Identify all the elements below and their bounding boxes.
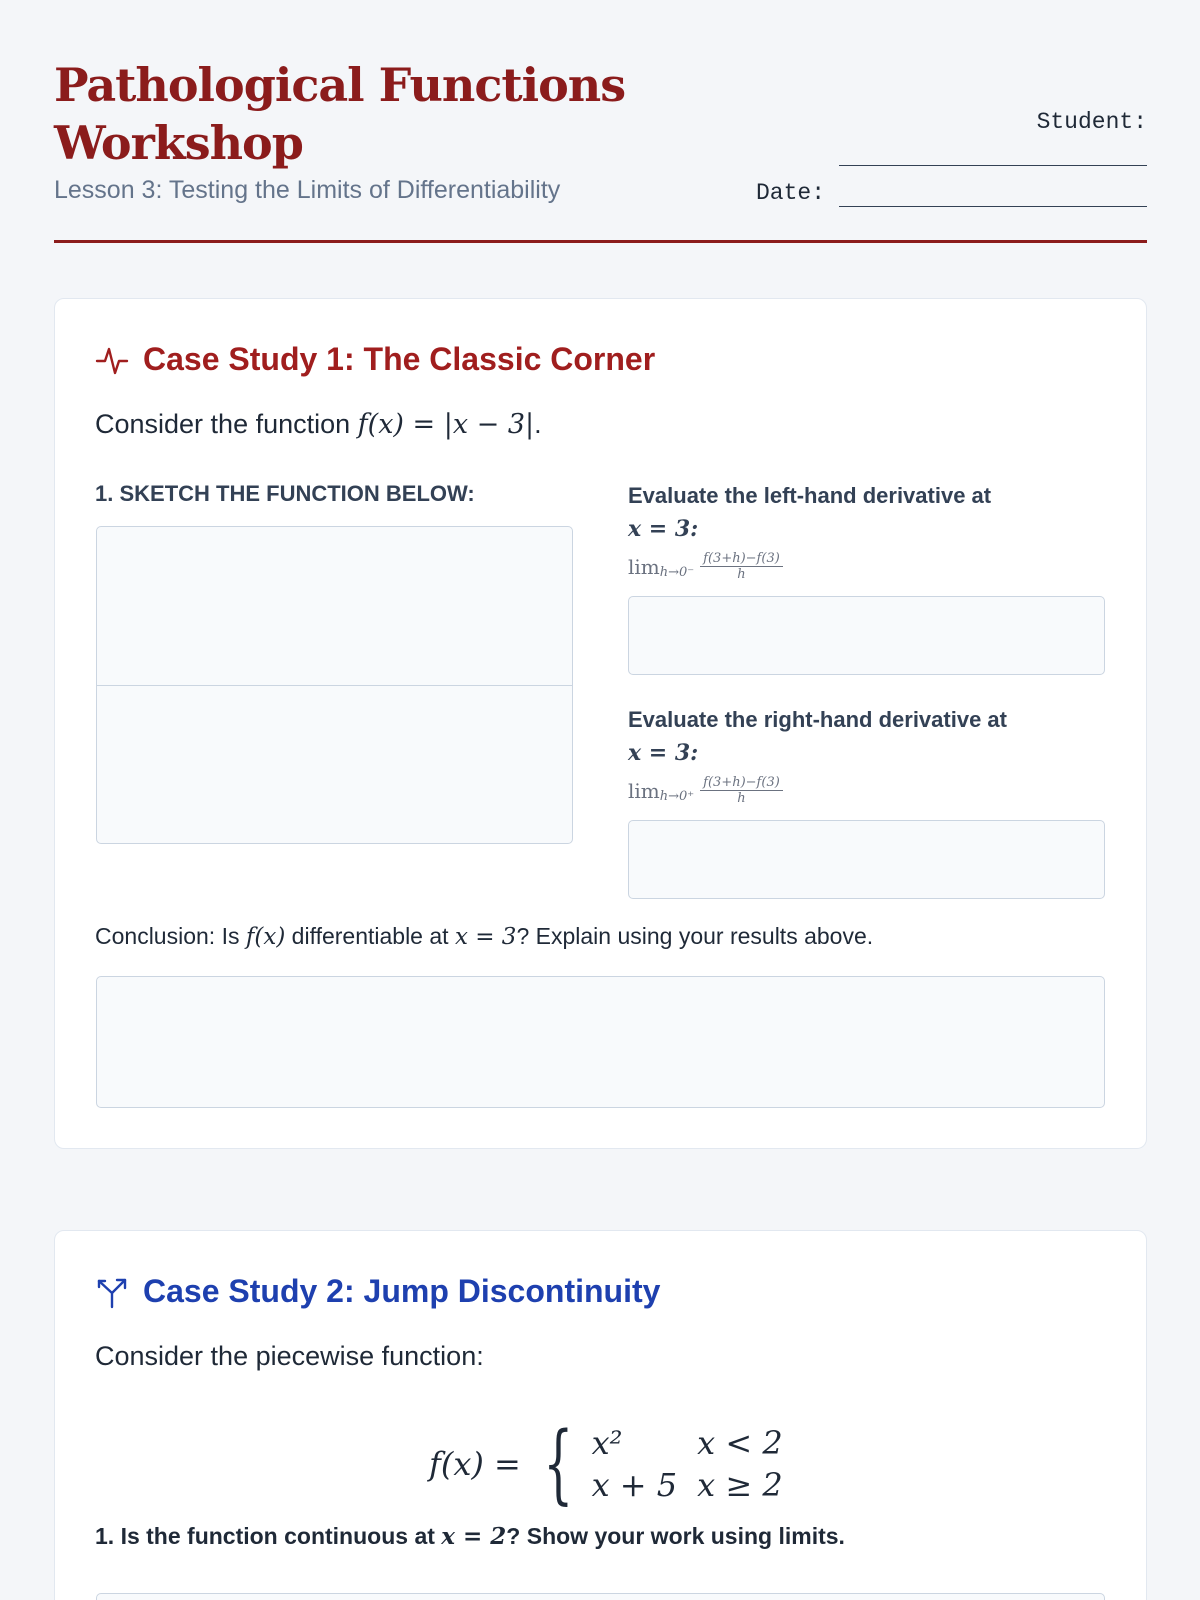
left-derivative-answer-box[interactable] — [628, 596, 1105, 675]
pulse-icon — [95, 343, 129, 377]
case-1-function: f(x) = |x − 3| — [357, 409, 535, 440]
piecewise-cases — [592, 1422, 803, 1506]
left-brace: { — [543, 1414, 574, 1514]
split-arrow-icon — [95, 1275, 129, 1309]
piecewise-case-row: x + 5 x ≥ 2 — [591, 1466, 783, 1504]
worksheet-header — [54, 56, 1147, 244]
right-derivative-prompt: Evaluate the right-hand derivative at x = 3: — [628, 707, 1007, 766]
difference-quotient: $\frac{f(3+h)-f(3)}{h}$ — [700, 551, 783, 582]
date-line[interactable] — [839, 206, 1147, 207]
page-subtitle: Lesson 3: Testing the Limits of Differentiability — [54, 176, 561, 204]
difference-quotient: $\frac{f(3+h)-f(3)}{h}$ — [700, 775, 783, 806]
case-study-2-title: Case Study 2: Jump Discontinuity — [95, 1273, 660, 1310]
sketch-label: 1. SKETCH THE FUNCTION BELOW: — [95, 481, 475, 506]
case-1-intro: Consider the function f(x) = |x − 3|. — [95, 409, 542, 440]
conclusion-prompt: Conclusion: Is f(x) differentiable at x = 3? Explain using your results above. — [95, 923, 874, 950]
case-study-1-card — [54, 298, 1147, 1149]
right-derivative-answer-box[interactable] — [628, 820, 1105, 899]
conclusion-answer-box[interactable] — [96, 976, 1105, 1108]
case-study-1-title: Case Study 1: The Classic Corner — [95, 341, 655, 378]
date-field — [756, 180, 825, 206]
case-2-intro: Consider the piecewise function: — [95, 1341, 484, 1371]
left-limit-expression: lim $_{h\to 0^-}$ $\frac{f(3+h)-f(3)}{h}$ — [628, 551, 783, 582]
page-title: Pathological Functions Workshop — [54, 58, 626, 170]
sketch-axis-line — [97, 685, 572, 686]
student-name-line[interactable] — [839, 165, 1147, 166]
right-limit-expression: lim $_{h\to 0^+}$ $\frac{f(3+h)-f(3)}{h}$ — [628, 775, 783, 806]
continuity-answer-box[interactable] — [96, 1593, 1105, 1600]
case-study-2-card — [54, 1230, 1147, 1600]
piecewise-case-row: x² x < 2 — [591, 1424, 783, 1462]
student-field — [1037, 109, 1147, 135]
left-derivative-prompt: Evaluate the left-hand derivative at x = 3: — [628, 483, 992, 542]
piecewise-function: f(x) = { x² x < 2 x + 5 x ≥ 2 — [429, 1419, 803, 1509]
sketch-area[interactable] — [96, 526, 573, 844]
continuity-question: 1. Is the function continuous at x = 2? Show your work using limits. — [95, 1523, 845, 1550]
student-label: Student: — [1036, 109, 1147, 135]
header-divider — [54, 240, 1147, 243]
date-label: Date: — [756, 180, 826, 206]
